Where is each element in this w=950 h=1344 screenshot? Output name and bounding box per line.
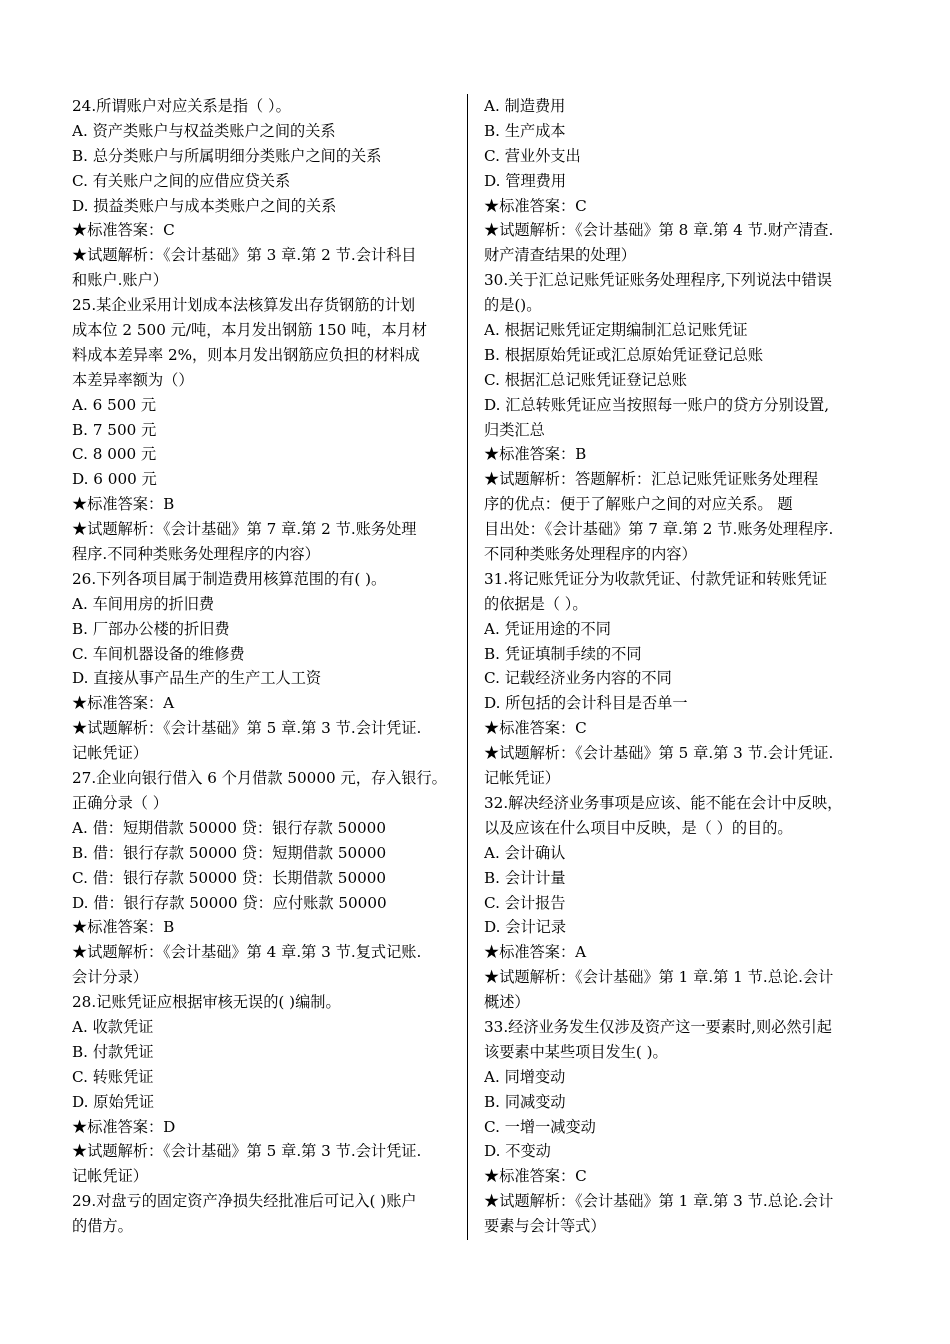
option-d: D. 直接从事产品生产的生产工人工资 (72, 669, 322, 688)
option-d: D. 会计记录 (484, 918, 567, 937)
standard-answer: ★标准答案：C (484, 1167, 587, 1186)
question-text: 26.下列各项目属于制造费用核算范围的有( )。 (72, 569, 387, 588)
option-b: B. 付款凭证 (72, 1042, 154, 1061)
analysis-text: ★试题解析：《会计基础》第 3 章.第 2 节.会计科目 (72, 246, 417, 265)
option-c: C. 车间机器设备的维修费 (72, 644, 245, 663)
standard-answer: ★标准答案：B (484, 445, 587, 464)
standard-answer: ★标准答案：A (484, 943, 587, 962)
question-33 (484, 1015, 876, 1239)
analysis-text: ★试题解析：《会计基础》第 5 章.第 3 节.会计凭证. (484, 744, 834, 763)
option-c: C. 根据汇总记账凭证登记总账 (484, 370, 687, 389)
analysis-text: ★试题解析：《会计基础》第 8 章.第 4 节.财产清查. (484, 221, 834, 240)
right-column (484, 94, 876, 1239)
option-d: D. 管理费用 (484, 171, 567, 190)
column-divider (467, 94, 468, 1240)
question-text: 28.记账凭证应根据审核无误的( )编制。 (72, 993, 341, 1012)
option-d: D. 汇总转账凭证应当按照每一账户的贷方分别设置, (484, 395, 830, 414)
question-text: 29.对盘亏的固定资产净损失经批准后可记入( )账户 (72, 1192, 417, 1211)
analysis-text: ★试题解析：《会计基础》第 1 章.第 1 节.总论.会计 (484, 968, 834, 987)
question-text: 的依据是（ ）。 (484, 594, 588, 613)
question-30 (484, 268, 876, 567)
question-text: 成本位 2 500 元/吨，本月发出钢筋 150 吨，本月材 (72, 321, 428, 340)
question-text: 30.关于汇总记账凭证账务处理程序,下列说法中错误 (484, 271, 832, 290)
standard-answer: ★标准答案：C (484, 719, 587, 738)
standard-answer: ★标准答案：C (72, 221, 175, 240)
left-column (72, 94, 464, 1239)
option-a: A. 6 500 元 (72, 395, 157, 414)
option-b: B. 借：银行存款 50000 贷：短期借款 50000 (72, 843, 387, 862)
question-text: 33.经济业务发生仅涉及资产这一要素时,则必然引起 (484, 1017, 832, 1036)
option-c: C. 8 000 元 (72, 445, 157, 464)
option-c: C. 转账凭证 (72, 1067, 154, 1086)
analysis-text: 记帐凭证） (72, 1167, 148, 1186)
option-d: D. 6 000 元 (72, 470, 157, 489)
option-b: B. 7 500 元 (72, 420, 157, 439)
question-text: 该要素中某些项目发生( )。 (484, 1042, 668, 1061)
analysis-text: 要素与会计等式） (484, 1217, 606, 1236)
analysis-text: ★试题解析：《会计基础》第 4 章.第 3 节.复式记账. (72, 943, 422, 962)
analysis-text: 会计分录） (72, 968, 148, 987)
option-a: A. 车间用房的折旧费 (72, 594, 215, 613)
standard-answer: ★标准答案：B (72, 918, 175, 937)
analysis-text: 记帐凭证） (72, 744, 148, 763)
question-text: 本差异率额为（） (72, 370, 194, 389)
option-b: B. 生产成本 (484, 121, 566, 140)
option-a: A. 收款凭证 (72, 1017, 154, 1036)
question-29-options (484, 94, 876, 268)
analysis-text: 序的优点：便于了解账户之间的对应关系。 题 (484, 495, 793, 514)
option-a: A. 借：短期借款 50000 贷：银行存款 50000 (72, 818, 386, 837)
question-24 (72, 94, 464, 293)
option-b: B. 总分类账户与所属明细分类账户之间的关系 (72, 146, 382, 165)
standard-answer: ★标准答案：D (72, 1117, 176, 1136)
question-text: 的借方。 (72, 1217, 133, 1236)
standard-answer: ★标准答案：B (72, 495, 175, 514)
option-d: D. 不变动 (484, 1142, 551, 1161)
analysis-text: 财产清查结果的处理） (484, 246, 636, 265)
option-a: A. 根据记账凭证定期编制汇总记账凭证 (484, 321, 748, 340)
option-a: A. 会计确认 (484, 843, 566, 862)
option-d: 归类汇总 (484, 420, 545, 439)
question-text: 31.将记账凭证分为收款凭证、付款凭证和转账凭证 (484, 569, 828, 588)
standard-answer: ★标准答案：C (484, 196, 587, 215)
analysis-text: ★试题解析：《会计基础》第 5 章.第 3 节.会计凭证. (72, 1142, 422, 1161)
analysis-text: ★试题解析：《会计基础》第 5 章.第 3 节.会计凭证. (72, 719, 422, 738)
analysis-text: ★试题解析：《会计基础》第 1 章.第 3 节.总论.会计 (484, 1192, 834, 1211)
option-b: B. 同减变动 (484, 1092, 566, 1111)
option-b: B. 凭证填制手续的不同 (484, 644, 642, 663)
question-text: 27.企业向银行借入 6 个月借款 50000 元，存入银行。 (72, 769, 447, 788)
question-31 (484, 567, 876, 791)
option-a: A. 资产类账户与权益类账户之间的关系 (72, 121, 336, 140)
option-d: D. 损益类账户与成本类账户之间的关系 (72, 196, 337, 215)
question-text: 的是()。 (484, 296, 542, 315)
option-a: A. 凭证用途的不同 (484, 619, 611, 638)
analysis-text: ★试题解析：《会计基础》第 7 章.第 2 节.账务处理 (72, 520, 417, 539)
question-text: 料成本差异率 2%，则本月发出钢筋应负担的材料成 (72, 345, 420, 364)
question-28 (72, 990, 464, 1189)
analysis-text: 目出处：《会计基础》第 7 章.第 2 节.账务处理程序. (484, 520, 834, 539)
question-text: 以及应该在什么项目中反映，是（ ）的目的。 (484, 818, 793, 837)
standard-answer: ★标准答案：A (72, 694, 175, 713)
analysis-text: 概述） (484, 993, 530, 1012)
question-text: 32.解决经济业务事项是应该、能不能在会计中反映， (484, 793, 843, 812)
question-26 (72, 567, 464, 766)
question-text: 25.某企业采用计划成本法核算发出存货钢筋的计划 (72, 296, 416, 315)
option-b: B. 厂部办公楼的折旧费 (72, 619, 230, 638)
option-b: B. 会计计量 (484, 868, 566, 887)
question-25 (72, 293, 464, 567)
analysis-text: 程序.不同种类账务处理程序的内容） (72, 545, 320, 564)
option-a: A. 制造费用 (484, 97, 566, 115)
question-32 (484, 791, 876, 1015)
analysis-text: ★试题解析：答题解析：汇总记账凭证账务处理程 (484, 470, 819, 489)
option-c: C. 记载经济业务内容的不同 (484, 669, 672, 688)
question-29 (72, 1189, 464, 1239)
option-b: B. 根据原始凭证或汇总原始凭证登记总账 (484, 345, 764, 364)
option-a: A. 同增变动 (484, 1067, 566, 1086)
analysis-text: 记帐凭证） (484, 769, 560, 788)
option-c: C. 借：银行存款 50000 贷：长期借款 50000 (72, 868, 387, 887)
analysis-text: 和账户.账户） (72, 271, 168, 290)
question-text: 正确分录（ ） (72, 793, 168, 812)
question-27 (72, 766, 464, 990)
question-text: 24.所谓账户对应关系是指（ ）。 (72, 97, 291, 115)
option-c: C. 有关账户之间的应借应贷关系 (72, 171, 291, 190)
option-d: D. 所包括的会计科目是否单一 (484, 694, 688, 713)
option-d: D. 借：银行存款 50000 贷：应付账款 50000 (72, 893, 387, 912)
option-d: D. 原始凭证 (72, 1092, 155, 1111)
analysis-text: 不同种类账务处理程序的内容） (484, 545, 697, 564)
option-c: C. 营业外支出 (484, 146, 581, 165)
option-c: C. 一增一减变动 (484, 1117, 596, 1136)
option-c: C. 会计报告 (484, 893, 566, 912)
